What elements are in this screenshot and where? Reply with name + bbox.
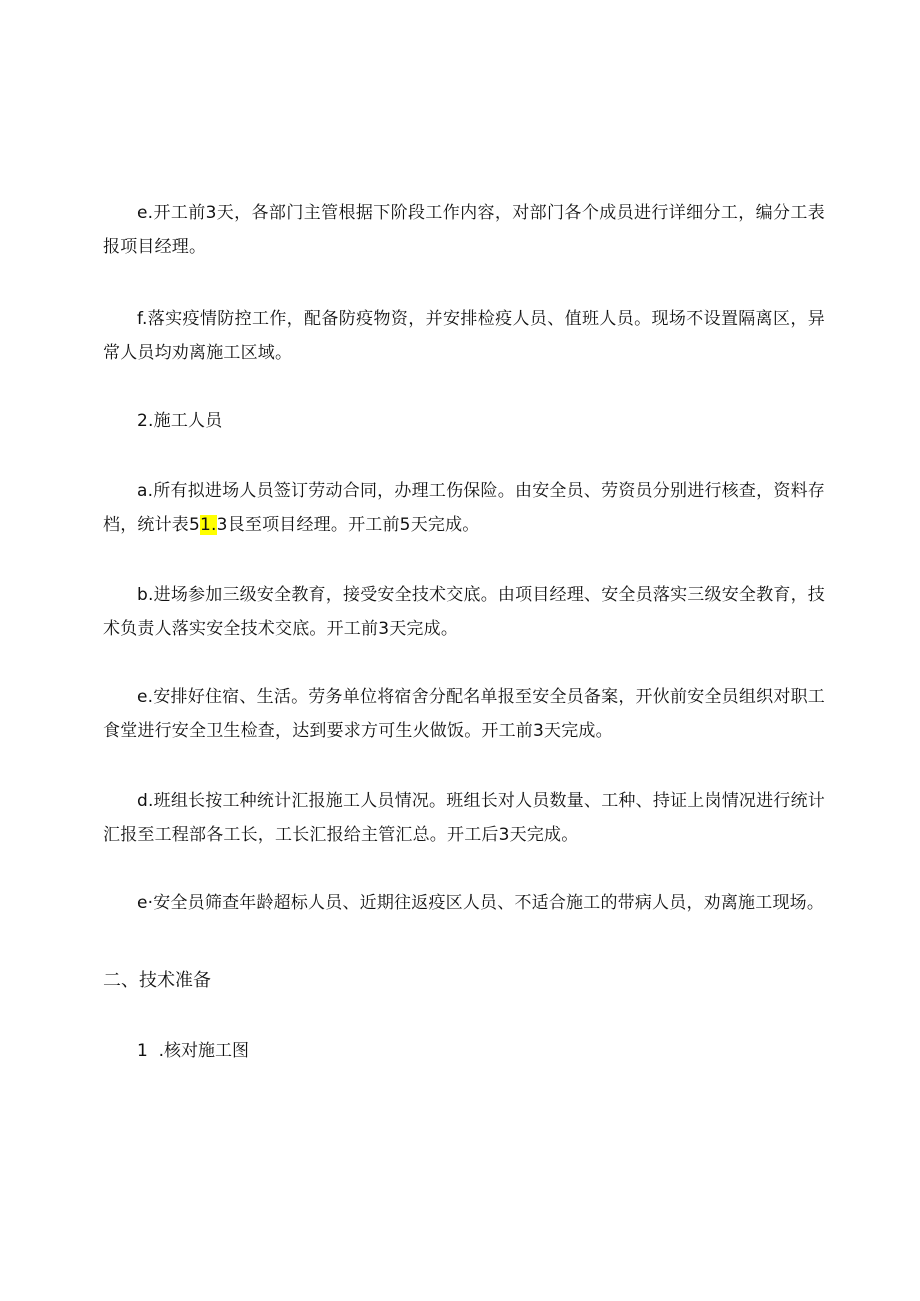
paragraph-a-text-before: a.所有拟进场人员签订劳动合同，办理工伤保险。由安全员、劳资员分别进行核查，资料存档，统计表5	[103, 481, 825, 535]
highlighted-text: 1.	[200, 515, 217, 535]
paragraph-d-team-statistics: d.班组长按工种统计汇报施工人员情况。班组长对人员数量、工种、持证上岗情况进行统计汇报至工程部各工长，工长汇报给主管汇总。开工后3天完成。	[103, 791, 825, 845]
paragraph-f-epidemic-control: f.落实疫情防控工作，配备防疫物资，并安排检疫人员、值班人员。现场不设置隔离区，异常人员均劝离施工区域。	[103, 309, 825, 363]
paragraph-e-accommodation: e.安排好住宿、生活。劳务单位将宿舍分配名单报至安全员备案，开伙前安全员组织对职工食堂进行安全卫生检查，达到要求方可生火做饭。开工前3天完成。	[103, 687, 825, 741]
subsection-title-check-drawings: 1 .核对施工图	[137, 1041, 250, 1061]
paragraph-b-safety-education: b.进场参加三级安全教育，接受安全技术交底。由项目经理、安全员落实三级安全教育，技术负责人落实安全技术交底。开工前3天完成。	[103, 585, 825, 639]
section-title-construction-personnel: 2.施工人员	[137, 411, 223, 431]
paragraph-e-screening: e·安全员筛查年龄超标人员、近期往返疫区人员、不适合施工的带病人员，劝离施工现场。	[137, 893, 825, 913]
section-heading-technical-preparation: 二、技术准备	[103, 970, 211, 991]
paragraph-e-staff-assignment: e.开工前3天，各部门主管根据下阶段工作内容，对部门各个成员进行详细分工，编分工表报项目经理。	[103, 203, 825, 257]
paragraph-a-labor-contracts	[103, 474, 825, 542]
paragraph-a-text-after: 3艮至项目经理。开工前5天完成。	[216, 515, 480, 535]
